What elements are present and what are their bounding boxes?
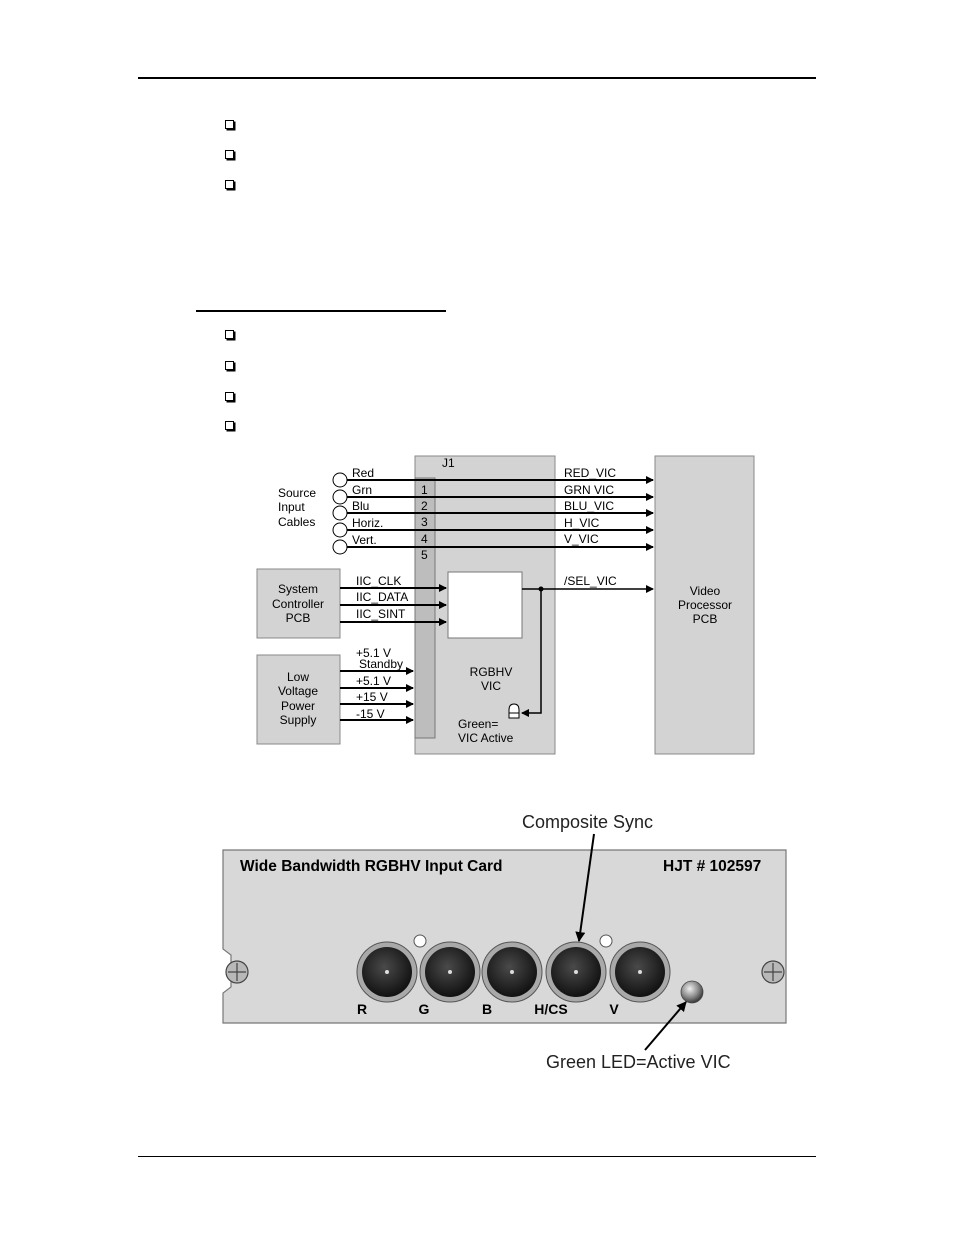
connector-label-v: V: [609, 1001, 619, 1017]
psu-line-1: Low: [286, 670, 310, 684]
iic-data: IIC_DATA: [356, 590, 409, 604]
decoder-chip-box: [448, 572, 522, 638]
pin-3: 3: [421, 515, 428, 529]
out-red-vic: RED_VIC: [564, 466, 617, 480]
source-label-line-1: Source: [278, 486, 317, 500]
iic-sint: IIC_SINT: [356, 607, 406, 621]
bnc-g-icon: [420, 942, 480, 1002]
connector-label-b: B: [481, 1001, 493, 1017]
rail-neg-15v: -15 V: [356, 707, 385, 721]
connector-label-hcs: H/CS: [534, 1001, 568, 1017]
j1-label: J1: [442, 456, 455, 470]
card-part-number: HJT # 102597: [663, 858, 762, 875]
callout-composite-sync: Composite Sync: [522, 812, 654, 832]
sysctl-line-3: PCB: [285, 611, 311, 625]
card-label-line-1: RGBHV: [469, 665, 513, 679]
psu-line-2: Voltage: [277, 684, 319, 698]
source-label-line-3: Cables: [278, 515, 316, 529]
signal-red: Red: [352, 466, 375, 480]
vp-line-3: PCB: [692, 612, 718, 626]
out-h-vic: H_VIC: [564, 516, 600, 530]
rail-standby-label: Standby: [359, 657, 404, 671]
right-screw-icon: [762, 961, 784, 983]
out-blu-vic: BLU_VIC: [564, 499, 615, 513]
input-card-illustration: [0, 790, 954, 1090]
iic-clk: IIC_CLK: [356, 574, 402, 588]
out-v-vic: V_VIC: [564, 532, 599, 546]
signal-blu: Blu: [352, 499, 370, 513]
indicator-dot-1-icon: [414, 935, 426, 947]
connector-label-g: G: [418, 1001, 430, 1017]
bnc-v-icon: [610, 942, 670, 1002]
signal-vert: Vert.: [352, 533, 377, 547]
sysctl-line-1: System: [277, 582, 319, 596]
indicator-dot-2-icon: [600, 935, 612, 947]
led-label-line-1: Green=: [458, 717, 499, 731]
led-symbol-icon: [509, 704, 519, 718]
active-led-icon: [681, 981, 703, 1003]
pin-4: 4: [421, 532, 428, 546]
source-cable-ends: [333, 473, 347, 554]
left-screw-icon: [226, 961, 248, 983]
rail-15v: +15 V: [356, 690, 388, 704]
vp-line-1: Video: [689, 584, 721, 598]
pin-2: 2: [421, 499, 428, 513]
sel-vic: /SEL_VIC: [564, 574, 617, 588]
signal-horiz: Horiz.: [352, 516, 384, 530]
rail-standby-voltage: +5.1 V: [356, 646, 392, 660]
signal-grn: Grn: [352, 483, 373, 497]
sysctl-line-2: Controller: [271, 597, 325, 611]
pin-1: 1: [421, 483, 428, 497]
source-label-line-2: Input: [278, 500, 305, 514]
connector-label-r: R: [356, 1001, 368, 1017]
out-grn-vic: GRN VIC: [564, 483, 615, 497]
bnc-b-icon: [482, 942, 542, 1002]
card-label-line-2: VIC: [480, 679, 502, 693]
bnc-hcs-icon: [546, 942, 606, 1002]
vp-line-2: Processor: [677, 598, 733, 612]
pin-5: 5: [421, 548, 428, 562]
callout-green-led: Green LED=Active VIC: [546, 1052, 731, 1072]
bnc-connectors: [357, 942, 670, 1002]
card-title: Wide Bandwidth RGBHV Input Card: [240, 858, 503, 875]
bnc-r-icon: [357, 942, 417, 1002]
rail-5v: +5.1 V: [356, 674, 392, 688]
psu-line-3: Power: [280, 699, 316, 713]
psu-line-4: Supply: [279, 713, 317, 727]
led-label-line-2: VIC Active: [458, 731, 514, 745]
sel-output-lines: [522, 589, 653, 713]
footer-rule: [138, 1156, 816, 1157]
junction-dot: [539, 587, 544, 592]
